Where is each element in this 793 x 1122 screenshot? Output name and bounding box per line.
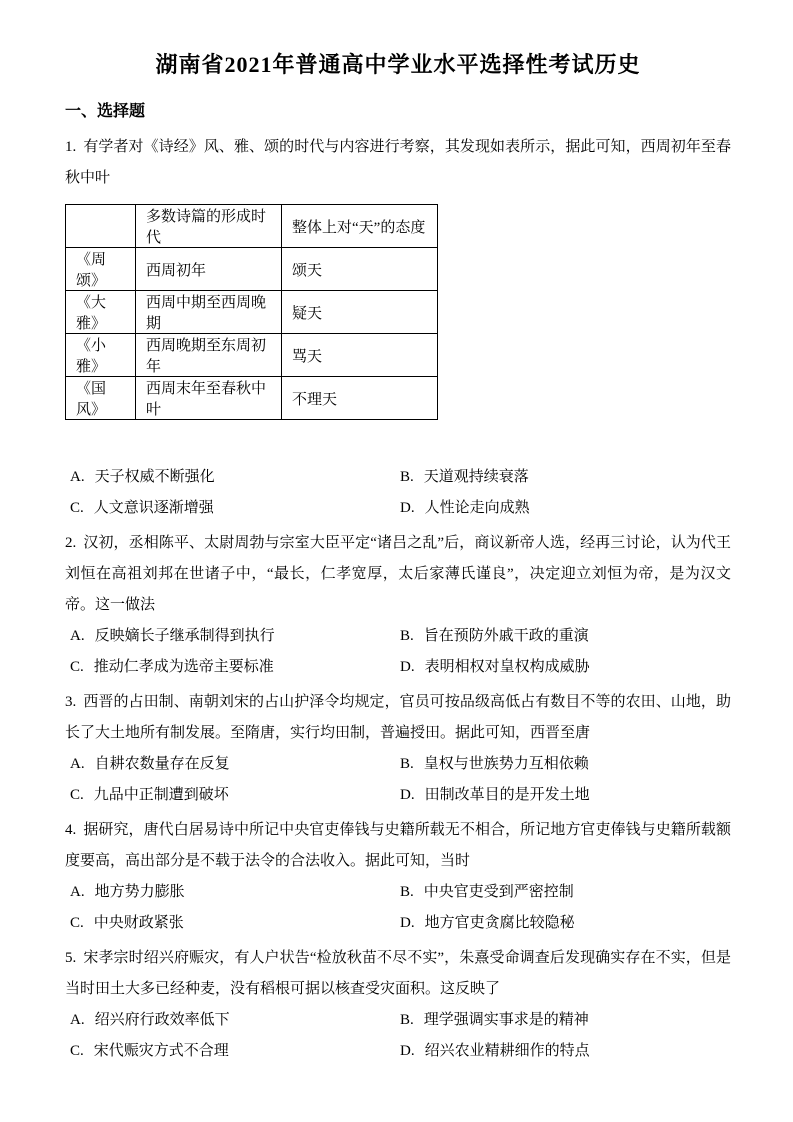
question-2-stem <box>65 528 731 621</box>
option-label: A. <box>70 628 85 644</box>
question-4 <box>65 815 731 939</box>
option-text: 天子权威不断强化 <box>94 469 215 485</box>
option-text: 人性论走向成熟 <box>424 500 530 516</box>
table-cell: 《小雅》 <box>66 334 136 377</box>
q5-option-b <box>400 1005 731 1036</box>
table-cell: 颂天 <box>282 248 438 291</box>
question-1 <box>65 132 731 524</box>
table-row <box>66 248 438 291</box>
question-5-stem <box>65 943 731 1005</box>
option-label: B. <box>400 756 414 772</box>
q2-option-b <box>400 621 731 652</box>
option-label: C. <box>70 915 84 931</box>
q4-option-b <box>400 877 731 908</box>
q1-option-a <box>70 462 400 493</box>
table-cell: 《大雅》 <box>66 291 136 334</box>
option-label: D. <box>400 659 415 675</box>
option-label: B. <box>400 884 414 900</box>
question-2-number: 2. <box>65 535 77 551</box>
q1-option-d <box>400 493 731 524</box>
option-label: C. <box>70 1043 84 1059</box>
question-5-text: 宋孝宗时绍兴府赈灾，有人户状告“检放秋苗不尽不实”，朱熹受命调查后发现确实存在不实，但是当时田土大多已经种麦，没有稻根可据以核查受灾面积。这反映了 <box>65 950 731 997</box>
question-3-text: 西晋的占田制、南朝刘宋的占山护泽令均规定，官员可按品级高低占有数目不等的农田、山地，助长了大土地所有制发展。至隋唐，实行均田制，普遍授田。据此可知，西晋至唐 <box>65 694 731 741</box>
question-1-number: 1. <box>65 139 77 155</box>
option-label: A. <box>70 469 85 485</box>
option-label: D. <box>400 1043 415 1059</box>
option-text: 推动仁孝成为选帝主要标准 <box>93 659 274 675</box>
option-text: 自耕农数量存在反复 <box>94 756 230 772</box>
question-5-number: 5. <box>65 950 77 966</box>
option-text: 天道观持续衰落 <box>423 469 529 485</box>
q4-option-c <box>70 908 400 939</box>
table-header-row <box>66 205 438 248</box>
option-label: D. <box>400 915 415 931</box>
q2-option-d <box>400 652 731 683</box>
table-row <box>66 291 438 334</box>
table-cell <box>66 205 136 248</box>
table-cell: 《周颂》 <box>66 248 136 291</box>
option-label: B. <box>400 1012 414 1028</box>
q3-option-c <box>70 780 400 811</box>
table-row <box>66 377 438 420</box>
question-3-options <box>65 749 731 811</box>
option-label: B. <box>400 469 414 485</box>
table-cell: 西周中期至西周晚期 <box>136 291 282 334</box>
question-4-number: 4. <box>65 822 77 838</box>
table-cell: 疑天 <box>282 291 438 334</box>
table-cell: 西周初年 <box>136 248 282 291</box>
table-cell: 西周末年至春秋中叶 <box>136 377 282 420</box>
table-row <box>66 334 438 377</box>
question-1-stem <box>65 132 731 194</box>
option-text: 反映嫡长子继承制得到执行 <box>94 628 275 644</box>
option-text: 理学强调实事求是的精神 <box>423 1012 589 1028</box>
table-cell: 骂天 <box>282 334 438 377</box>
option-text: 绍兴农业精耕细作的特点 <box>424 1043 590 1059</box>
question-2-text: 汉初，丞相陈平、太尉周勃与宗室大臣平定“诸吕之乱”后，商议新帝人选，经再三讨论，认为代王刘恒在高祖刘邦在世诸子中，“最长，仁孝宽厚，太后家薄氏谨良”，决定迎立刘恒为帝，是为汉文帝。这一做法 <box>65 535 731 613</box>
page-title: 湖南省2021年普通高中学业水平选择性考试历史 <box>155 52 641 77</box>
q2-option-a <box>70 621 400 652</box>
option-text: 中央官吏受到严密控制 <box>423 884 574 900</box>
q5-option-d <box>400 1036 731 1067</box>
option-text: 九品中正制遭到破坏 <box>93 787 229 803</box>
option-text: 旨在预防外戚干政的重演 <box>423 628 589 644</box>
shijing-attitude-table <box>65 204 438 420</box>
option-text: 中央财政紧张 <box>93 915 184 931</box>
question-2 <box>65 528 731 683</box>
table-cell: 不理天 <box>282 377 438 420</box>
question-2-options <box>65 621 731 683</box>
option-text: 皇权与世族势力互相依赖 <box>423 756 589 772</box>
option-text: 田制改革目的是开发土地 <box>424 787 590 803</box>
question-3 <box>65 687 731 811</box>
option-label: D. <box>400 500 415 516</box>
option-label: A. <box>70 756 85 772</box>
question-5 <box>65 943 731 1067</box>
q4-option-d <box>400 908 731 939</box>
table-cell: 整体上对“天”的态度 <box>282 205 438 248</box>
q1-option-c <box>70 493 400 524</box>
q3-option-b <box>400 749 731 780</box>
question-3-stem <box>65 687 731 749</box>
option-text: 绍兴府行政效率低下 <box>94 1012 230 1028</box>
option-label: C. <box>70 500 84 516</box>
option-label: A. <box>70 1012 85 1028</box>
option-text: 表明相权对皇权构成威胁 <box>424 659 590 675</box>
section-heading: 一、选择题 <box>65 103 146 120</box>
option-text: 人文意识逐渐增强 <box>93 500 214 516</box>
option-text: 宋代赈灾方式不合理 <box>93 1043 229 1059</box>
q3-option-d <box>400 780 731 811</box>
option-label: C. <box>70 787 84 803</box>
table-cell: 《国风》 <box>66 377 136 420</box>
q2-option-c <box>70 652 400 683</box>
q3-option-a <box>70 749 400 780</box>
option-label: B. <box>400 628 414 644</box>
option-label: C. <box>70 659 84 675</box>
question-4-options <box>65 877 731 939</box>
option-text: 地方势力膨胀 <box>94 884 185 900</box>
question-4-text: 据研究，唐代白居易诗中所记中央官吏俸钱与史籍所载无不相合，所记地方官吏俸钱与史籍所载额度要高，高出部分是不载于法令的合法收入。据此可知，当时 <box>65 822 731 869</box>
q4-option-a <box>70 877 400 908</box>
table-cell: 西周晚期至东周初年 <box>136 334 282 377</box>
question-5-options <box>65 1005 731 1067</box>
option-label: D. <box>400 787 415 803</box>
question-3-number: 3. <box>65 694 77 710</box>
option-label: A. <box>70 884 85 900</box>
option-text: 地方官吏贪腐比较隐秘 <box>424 915 575 931</box>
q1-option-b <box>400 462 731 493</box>
table-cell: 多数诗篇的形成时代 <box>136 205 282 248</box>
question-4-stem <box>65 815 731 877</box>
question-1-options <box>65 462 731 524</box>
q5-option-a <box>70 1005 400 1036</box>
q5-option-c <box>70 1036 400 1067</box>
question-1-text: 有学者对《诗经》风、雅、颂的时代与内容进行考察，其发现如表所示，据此可知，西周初年至春秋中叶 <box>65 139 731 186</box>
